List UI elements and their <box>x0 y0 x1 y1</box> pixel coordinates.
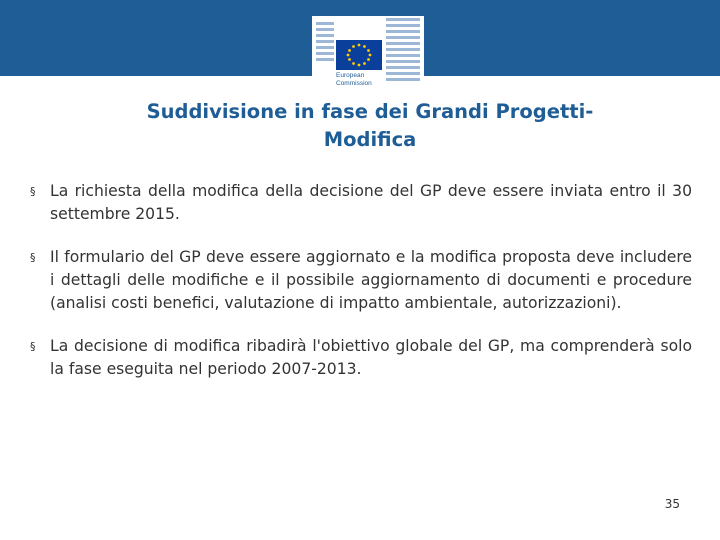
bullet-text: La decisione di modifica ribadirà l'obiettivo globale del GP, ma comprenderà solo la fase eseguita nel periodo 2007-2013. <box>50 337 692 378</box>
page-number: 35 <box>664 497 680 511</box>
bullet-marker-icon: § <box>30 251 36 264</box>
bullet-item <box>30 335 692 381</box>
european-commission-logo <box>312 16 424 100</box>
bullet-marker-icon: § <box>30 185 36 198</box>
slide-title <box>60 98 680 154</box>
bullet-marker-icon: § <box>30 340 36 353</box>
slide-title-line-2: Modifica <box>323 128 417 151</box>
bullet-item <box>30 180 692 226</box>
logo-line-2: Commission <box>336 80 372 87</box>
bullet-list <box>30 180 692 401</box>
logo-text <box>336 72 396 88</box>
slide-title-line-1: Suddivisione in fase dei Grandi Progetti- <box>146 100 594 123</box>
logo-line-1: European <box>336 72 365 79</box>
bullet-item <box>30 246 692 315</box>
bullet-text: Il formulario del GP deve essere aggiornato e la modifica proposta deve includere i dettagli delle modifiche e il possibile aggiornamento di documenti e procedure (analisi costi benefici, valutazione di impatto ambientale, autorizzazioni). <box>50 248 692 312</box>
bullet-text: La richiesta della modifica della decisione del GP deve essere inviata entro il 30 settembre 2015. <box>50 182 692 223</box>
